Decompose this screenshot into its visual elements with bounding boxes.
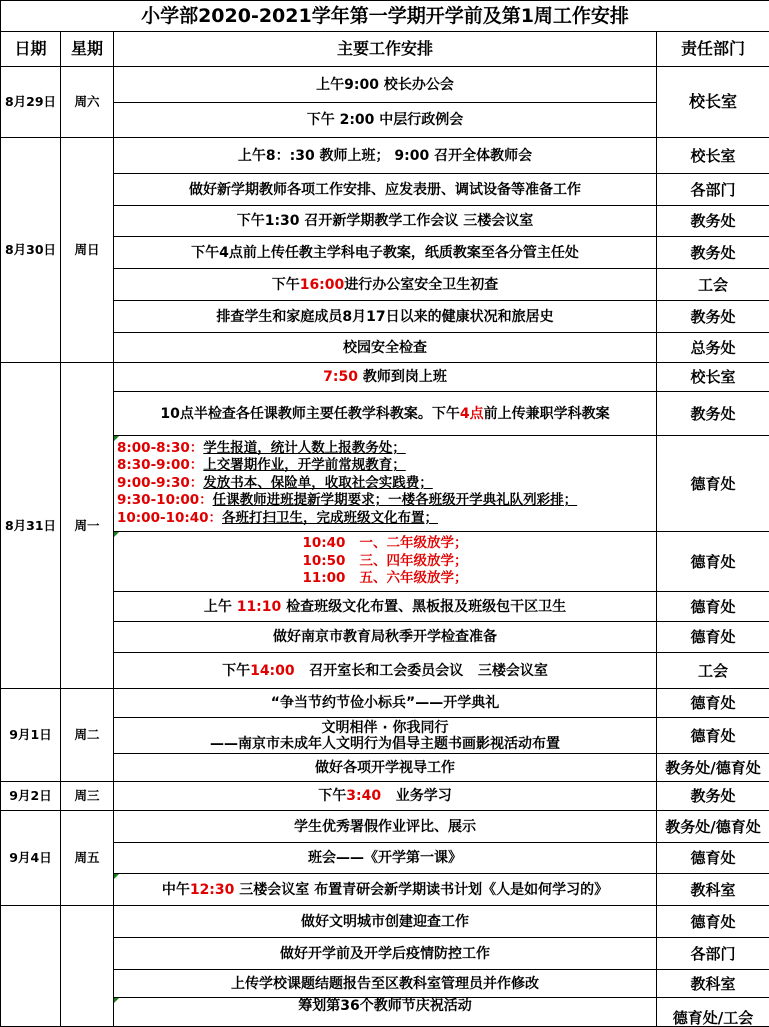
dept-cell: 教务处/德育处 [657,754,769,782]
schedule-text: 上交署期作业，开学前常规教育； [203,457,406,473]
header-day: 星期 [61,32,114,67]
task-cell: 上传学校课题结题报告至区教科室管理员并作修改 [114,970,657,998]
task-cell: 下午 2:00 中层行政例会 [114,103,657,138]
table-row [1,67,769,103]
dept-cell: 工会 [657,653,769,689]
dept-cell: 校长室 [657,67,769,138]
task-cell [114,782,657,811]
dept-cell: 德育处 [657,592,769,622]
task-time-highlight: 7:50 [323,369,358,385]
schedule-line [117,457,656,475]
schedule-line [117,475,656,493]
table-row [1,206,769,237]
weekday-cell: 周三 [61,782,114,811]
release-line: 11:00 五、六年级放学； [114,570,656,588]
task-time-highlight: 14:00 [250,663,295,679]
table-row [1,906,769,938]
sheet-title: 小学部2020-2021学年第一学期开学前及第1周工作安排 [1,1,769,32]
schedule-line [117,492,656,510]
schedule-line [117,510,656,528]
date-cell: 8月29日 [1,67,61,138]
schedule-text: 学生报道，统计人数上报教务处； [203,440,406,456]
task-cell: 做好开学前及开学后疫情防控工作 [114,938,657,970]
comment-marker-icon [114,532,119,537]
task-cell [114,592,657,622]
task-text: 前上传兼职学科教案 [484,406,610,422]
weekday-cell: 周日 [61,138,114,363]
task-cell: 做好各项开学视导工作 [114,754,657,782]
schedule-line [117,440,656,458]
task-text: 中午 [162,882,190,898]
task-text: 教师到岗上班 [358,369,447,385]
date-cell: 9月1日 [1,689,61,782]
task-cell [114,392,657,436]
comment-marker-icon [114,436,119,441]
task-cell: 做好新学期教师各项工作安排、应发表册、调试设备等准备工作 [114,174,657,206]
table-row [1,782,769,811]
table-row [1,138,769,174]
weekday-cell: 周五 [61,811,114,906]
task-text: 三楼会议室 布置青研会新学期读书计划《人是如何学习的》 [234,882,608,898]
schedule-time: 9:30-10:00： [117,492,213,508]
comment-marker-icon [114,874,119,879]
task-cell: 校园安全检查 [114,333,657,363]
date-cell: 8月31日 [1,363,61,689]
task-text: 业务学习 [381,788,452,804]
table-row [1,938,769,970]
dept-cell: 各部门 [657,938,769,970]
table-row [1,843,769,874]
dept-cell: 工会 [657,269,769,301]
table-row [1,392,769,436]
task-cell: 班会——《开学第一课》 [114,843,657,874]
dept-cell: 教科室 [657,970,769,998]
task-text: 下午 [272,277,300,293]
schedule-time: 8:30-9:00： [117,457,203,473]
table-row [1,532,769,592]
dept-cell: 教务处 [657,392,769,436]
task-text: 召开室长和工会委员会议 三楼会议室 [295,663,548,679]
dept-cell: 德育处 [657,532,769,592]
task-line: 文明相伴 · 你我同行 [114,720,656,736]
task-text: 下午 [222,663,250,679]
dept-cell: 各部门 [657,174,769,206]
date-cell: 8月30日 [1,138,61,363]
task-cell: 做好南京市教育局秋季开学检查准备 [114,622,657,653]
task-time-highlight: 12:30 [190,882,235,898]
dept-cell: 教务处 [657,782,769,811]
release-line: 10:40 一、二年级放学； [114,535,656,553]
weekday-cell: 周一 [61,363,114,689]
task-cell: 排查学生和家庭成员8月17日以来的健康状况和旅居史 [114,301,657,333]
dept-cell: 教务处 [657,206,769,237]
task-text: 筹划第36个教师节庆祝活动 [298,998,471,1014]
weekday-cell: 周二 [61,689,114,782]
header-main: 主要工作安排 [114,32,657,67]
date-cell: 9月4日 [1,811,61,906]
table-row [1,436,769,532]
task-cell [114,653,657,689]
task-cell: 做好文明城市创建迎查工作 [114,906,657,938]
table-row [1,103,769,138]
date-cell [1,906,61,1027]
task-time-highlight: 11:10 [237,599,282,615]
table-row [1,718,769,754]
task-line: ——南京市未成年人文明行为倡导主题书画影视活动布置 [114,736,656,752]
schedule-text: 任课教师进班提新学期要求；一楼各班级开学典礼队列彩排； [213,492,578,508]
table-row [1,592,769,622]
task-cell [114,363,657,392]
dept-cell: 德育处 [657,843,769,874]
dept-cell: 校长室 [657,363,769,392]
schedule-text: 各班打扫卫生，完成班级文化布置； [222,510,438,526]
header-date: 日期 [1,32,61,67]
table-row [1,754,769,782]
table-row [1,333,769,363]
task-cell [114,874,657,906]
dept-cell: 德育处 [657,906,769,938]
dept-cell: 德育处 [657,622,769,653]
task-cell [114,269,657,301]
table-row [1,174,769,206]
table-row [1,363,769,392]
release-schedule-cell [114,532,657,592]
task-text: 上午 [204,599,237,615]
schedule-time: 9:00-9:30： [117,475,203,491]
dept-cell: 德育处 [657,689,769,718]
comment-marker-icon [114,998,119,1003]
table-row [1,301,769,333]
dept-cell: 总务处 [657,333,769,363]
task-text: 下午 [318,788,346,804]
task-cell: 下午4点前上传任教主学科电子教案，纸质教案至各分管主任处 [114,237,657,269]
dept-cell: 教务处/德育处 [657,811,769,843]
task-text: 10点半检查各任课教师主要任教学科教案。下午 [160,406,459,422]
task-time-highlight: 3:40 [346,788,381,804]
dept-cell: 教科室 [657,874,769,906]
task-cell [114,718,657,754]
task-cell: “争当节约节俭小标兵”——开学典礼 [114,689,657,718]
table-row [1,970,769,998]
task-time-highlight: 16:00 [300,277,345,293]
schedule-time: 8:00-8:30： [117,440,203,456]
table-row [1,237,769,269]
table-row [1,269,769,301]
task-cell: 上午8：:30 教师上班； 9:00 召开全体教师会 [114,138,657,174]
morning-schedule-cell [114,436,657,532]
dept-cell: 教务处 [657,237,769,269]
task-time-highlight: 4点 [460,406,484,422]
task-cell [114,998,657,1027]
dept-cell: 教务处 [657,301,769,333]
weekday-cell: 周六 [61,67,114,138]
header-dept: 责任部门 [657,32,769,67]
release-line: 10:50 三、四年级放学； [114,553,656,571]
date-cell: 9月2日 [1,782,61,811]
table-row [1,998,769,1027]
dept-cell: 德育处 [657,718,769,754]
schedule-text: 发放书本、保险单，收取社会实践费； [203,475,433,491]
task-cell: 学生优秀署假作业评比、展示 [114,811,657,843]
task-text: 检查班级文化布置、黑板报及班级包干区卫生 [281,599,566,615]
dept-cell: 德育处/工会 [657,998,769,1027]
schedule-time: 10:00-10:40： [117,510,222,526]
table-row [1,622,769,653]
task-text: 进行办公室安全卫生初查 [344,277,498,293]
dept-cell: 校长室 [657,138,769,174]
dept-cell: 德育处 [657,436,769,532]
task-cell: 上午9:00 校长办公会 [114,67,657,103]
weekday-cell [61,906,114,1027]
table-row [1,653,769,689]
header-row [1,32,769,67]
task-cell: 下午1:30 召开新学期教学工作会议 三楼会议室 [114,206,657,237]
table-row [1,811,769,843]
table-row [1,689,769,718]
table-row [1,874,769,906]
